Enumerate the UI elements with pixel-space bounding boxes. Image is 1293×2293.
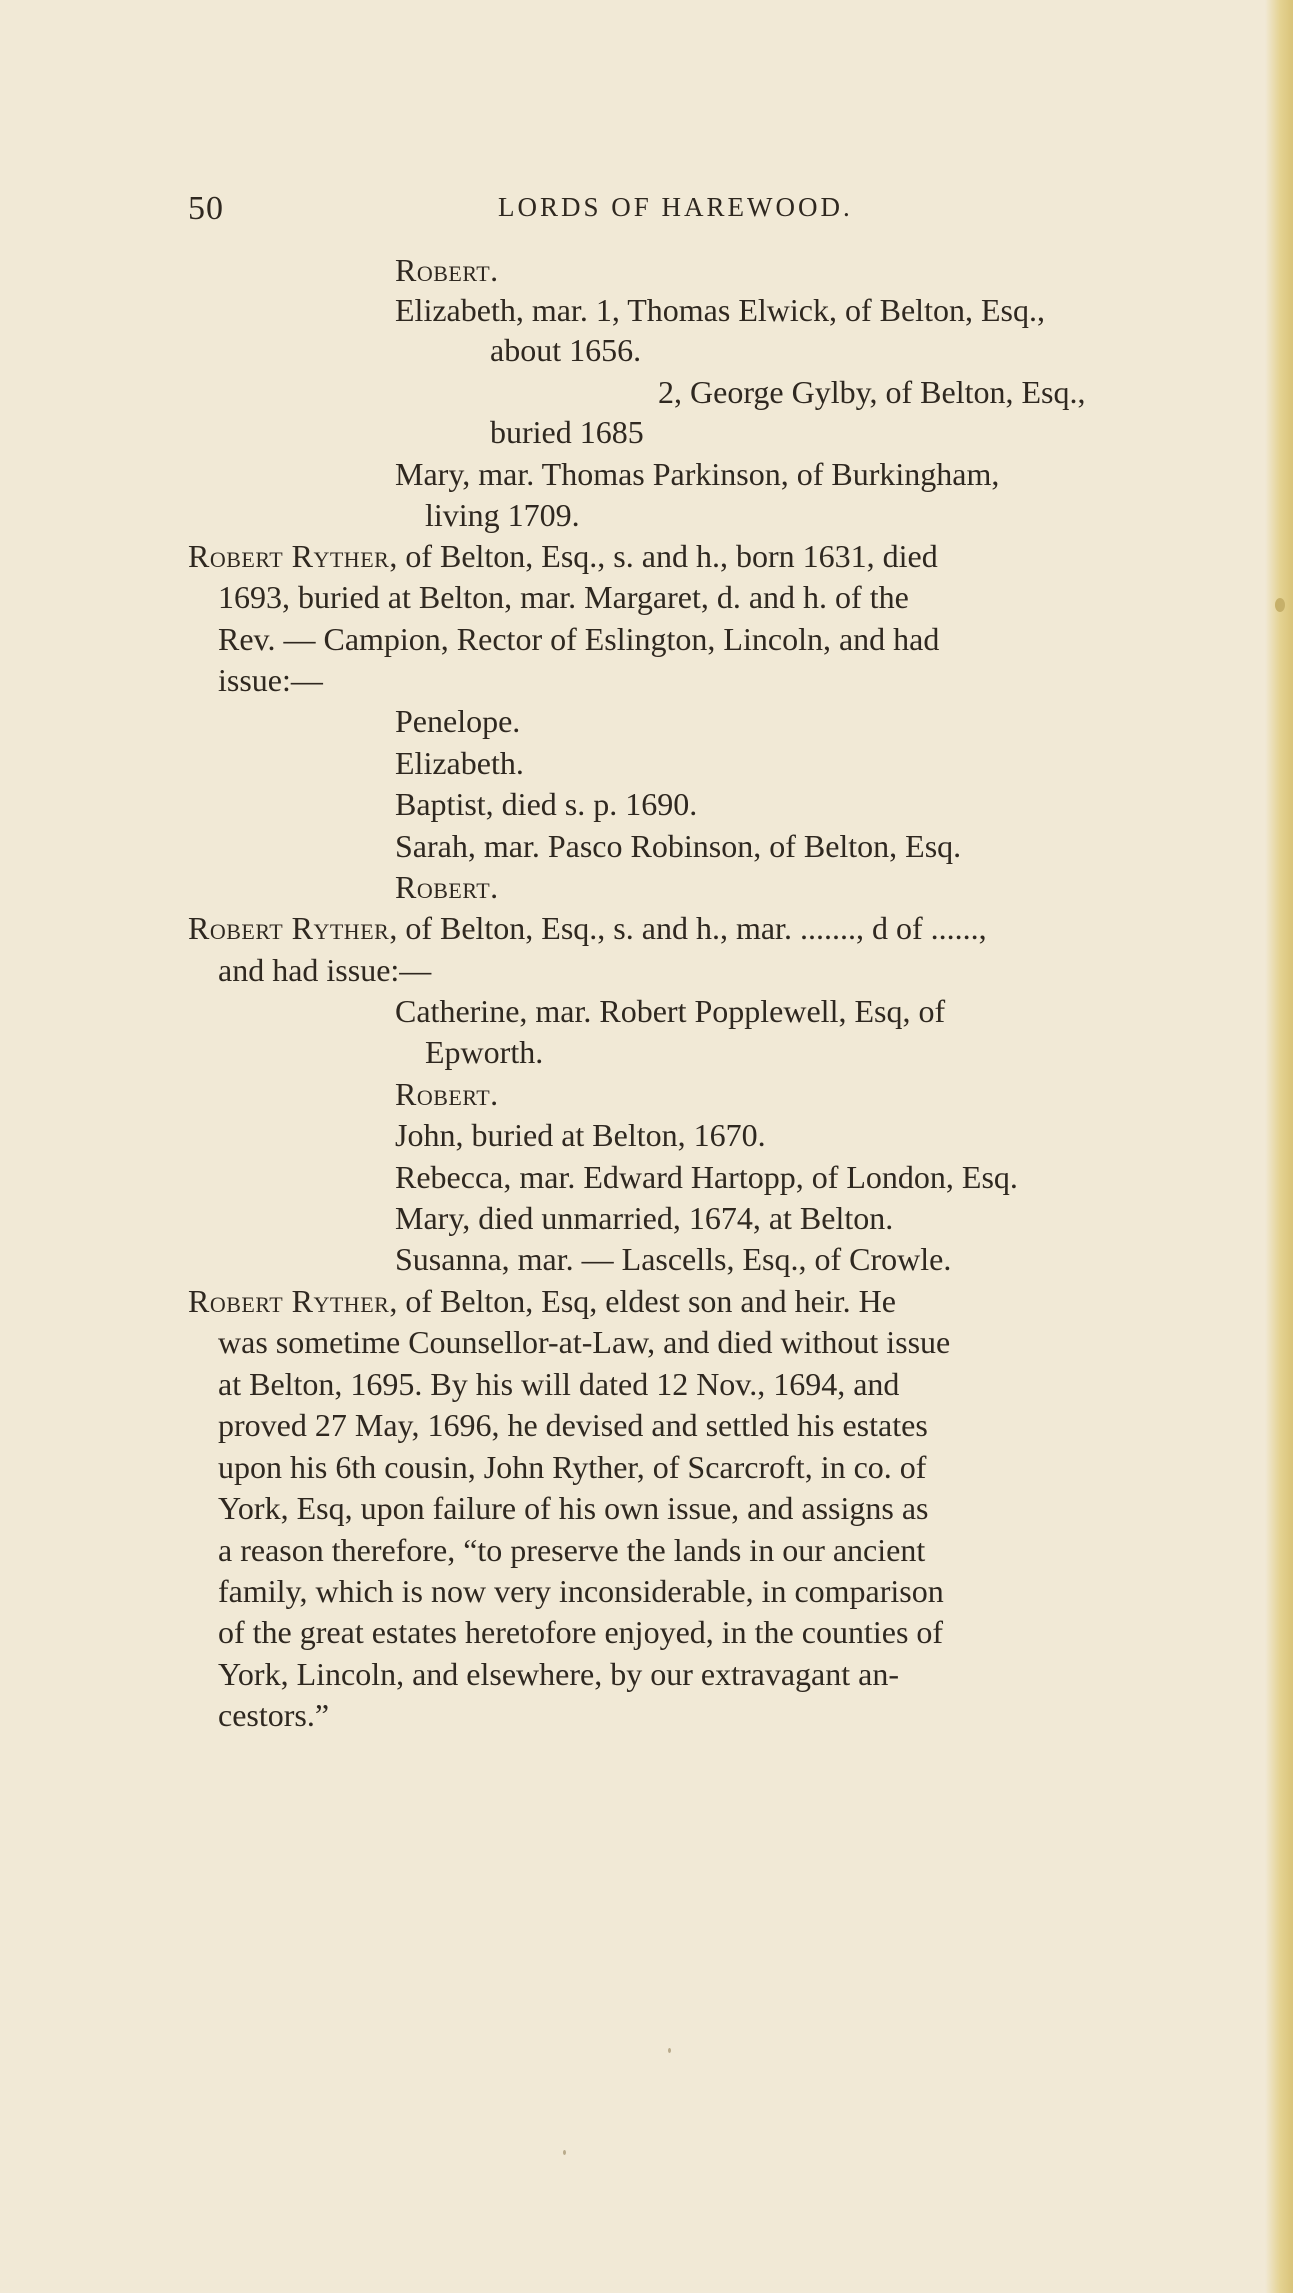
text-line: family, which is now very inconsiderable, in comparison [218,1573,944,1609]
person-name: Robert Ryther [188,910,390,946]
text-line: Robert Ryther, of Belton, Esq, eldest son and heir. He [188,1283,896,1319]
text-line: proved 27 May, 1696, he devised and settled his estates [218,1407,928,1443]
text-line: of the great estates heretofore enjoyed, in the counties of [218,1614,944,1650]
text-line: Epworth. [425,1034,544,1070]
text-line: Robert. [395,252,499,288]
text-line: York, Lincoln, and elsewhere, by our extravagant an- [218,1656,899,1692]
text-line: and had issue:— [218,952,432,988]
text-line: was sometime Counsellor-at-Law, and died without issue [218,1324,951,1360]
text-line: 2, George Gylby, of Belton, Esq., [658,374,1086,410]
text-line: 1693, buried at Belton, mar. Margaret, d. and h. of the [218,579,909,615]
text-line: Robert. [395,1076,499,1112]
text-line: upon his 6th cousin, John Ryther, of Scarcroft, in co. of [218,1449,927,1485]
page-number: 50 [188,190,224,227]
page-stain [1275,598,1285,612]
text-line: living 1709. [425,497,580,533]
text-line: Robert. [395,869,499,905]
page-edge-shadow [1265,0,1293,2293]
text-line: Baptist, died s. p. 1690. [395,786,698,822]
text-line: Robert Ryther, of Belton, Esq., s. and h., born 1631, died [188,538,938,574]
text-line: Rev. — Campion, Rector of Eslington, Lincoln, and had [218,621,940,657]
speck [563,2150,566,2155]
speck [668,2048,671,2053]
text-line: a reason therefore, “to preserve the lands in our ancient [218,1532,926,1568]
text-line: about 1656. [490,332,642,368]
text-line: York, Esq, upon failure of his own issue, and assigns as [218,1490,929,1526]
text-line: at Belton, 1695. By his will dated 12 Nov., 1694, and [218,1366,900,1402]
text-line: Elizabeth. [395,745,524,781]
text-line: cestors.” [218,1697,330,1733]
text-line: Mary, mar. Thomas Parkinson, of Burkingham, [395,456,1000,492]
text-line: Elizabeth, mar. 1, Thomas Elwick, of Belton, Esq., [395,292,1045,328]
text-line: Penelope. [395,703,521,739]
text-line: buried 1685 [490,414,644,450]
text-line: John, buried at Belton, 1670. [395,1117,766,1153]
text-line: Susanna, mar. — Lascells, Esq., of Crowle. [395,1241,952,1277]
text-line: Sarah, mar. Pasco Robinson, of Belton, Esq. [395,828,962,864]
running-head: LORDS OF HAREWOOD. [498,192,853,222]
text-line: Robert Ryther, of Belton, Esq., s. and h., mar. ......., d of ......, [188,910,987,946]
text-line: Rebecca, mar. Edward Hartopp, of London, Esq. [395,1159,1018,1195]
person-name: Robert Ryther [188,1283,390,1319]
person-name: Robert Ryther [188,538,390,574]
page-header [188,190,1188,230]
text-line: Mary, died unmarried, 1674, at Belton. [395,1200,894,1236]
text-line: Catherine, mar. Robert Popplewell, Esq, of [395,993,946,1029]
text-line: issue:— [218,662,323,698]
